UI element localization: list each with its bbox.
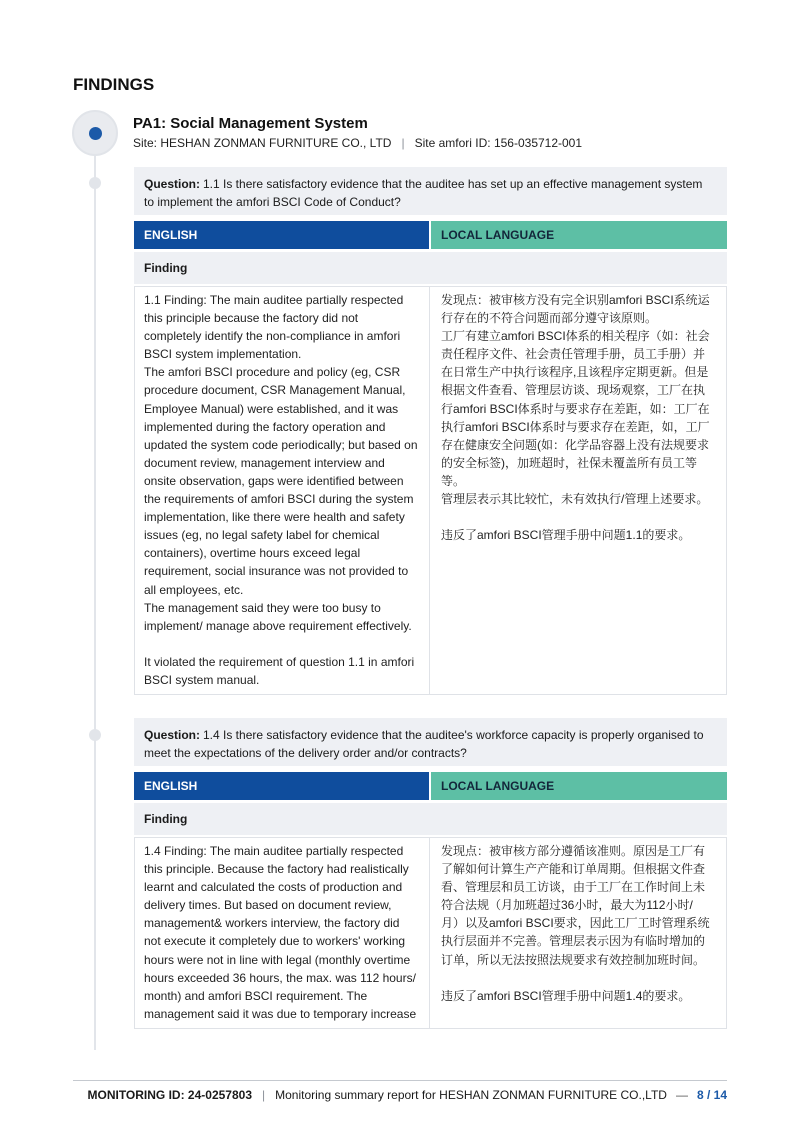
finding-content-row [134,286,727,695]
monitoring-id: MONITORING ID: 24-0257803 [87,1088,252,1102]
local-language-column-header: LOCAL LANGUAGE [431,772,727,800]
finding-label-row [134,803,727,835]
question-label: Question: [144,177,200,191]
english-column-header: ENGLISH [134,221,429,249]
question-label: Question: [144,728,200,742]
language-header-row [134,221,727,249]
local-language-column-header: LOCAL LANGUAGE [431,221,727,249]
finding-block [134,167,727,695]
footer-divider [73,1080,727,1081]
english-finding-text: 1.4 Finding: The main auditee partially respected this principle. Because the factory had realistically learnt and calculated the costs of production and delivery times. But based on document review, management& workers interview, the factory did not execute it completely due to workers' working hours were not in line with legal (monthly overtime hours exceeded 36 hours, the max. was 112 hours/ month) and amfori BSCI requirement. The management said it was due to temporary increase [134,837,430,1029]
performance-area-title: PA1: Social Management System [133,115,368,132]
english-column-header: ENGLISH [134,772,429,800]
finding-block [134,718,727,1029]
report-title: Monitoring summary report for HESHAN ZONMAN FURNITURE CO.,LTD [275,1088,667,1102]
question-box [134,167,727,215]
footer-dash: — [675,1088,688,1102]
section-title: FINDINGS [73,75,155,94]
site-name: Site: HESHAN ZONMAN FURNITURE CO., LTD [133,136,392,150]
finding-label: Finding [144,812,188,826]
page-number: 8 / 14 [696,1088,727,1102]
site-info [133,136,582,151]
site-amfori-id: Site amfori ID: 156-035712-001 [414,136,583,150]
local-language-finding-text: 发现点：被审核方部分遵循该准则。原因是工厂有 了解如何计算生产产能和订单周期。但根据文件查 看、管理层和员工访谈，由于工厂在工作时间上未 符合法规（月加班超过36小时，最大为112小时/ 月）以及amfori BSCI要求，因此工厂工时管理系统 执行层面并不完善。管理层表示因为有临时增加的 订单，所以无法按照法规要求有效控制加班时间。 违反了amfori BSCI管理手册中问题1.4的要求。 [430,837,727,1029]
question-text: 1.4 Is there satisfactory evidence that the auditee's workforce capacity is properly organised to meet the expectations of the delivery order and/or contracts? [144,728,704,760]
site-separator: | [401,136,405,150]
english-finding-text: 1.1 Finding: The main auditee partially respected this principle because the factory did not completely identify the non-compliance in amfori BSCI system implementation. The amfori BSCI procedure and policy (eg, CSR procedure document, CSR Management Manual, Employee Manual) were established, and it was implemented during the factory operation and updated the system code periodically; but based on document review, management interview and onsite observation, gaps were identified between the requirements of amfori BSCI during the system implementation, like there were health and safety issues (eg, no legal safety label for chemical containers), overtime hours exceed legal requirement, social insurance was not provided to all employees, etc. The management said they were too busy to implement/ manage above requirement effectively. It violated the requirement of question 1.1 in amfori BSCI system manual. [134,286,430,695]
footer-separator: | [262,1088,266,1102]
question-box [134,718,727,766]
page-footer [87,1086,727,1104]
timeline-line [94,150,96,1050]
finding-label-row [134,252,727,284]
timeline-step-dot-icon [89,729,101,741]
question-text: 1.1 Is there satisfactory evidence that the auditee has set up an effective management system to implement the amfori BSCI Code of Conduct? [144,177,703,209]
finding-content-row [134,837,727,1029]
timeline-node-icon [72,110,118,156]
timeline-node-dot-icon [89,127,102,140]
local-language-finding-text: 发现点：被审核方没有完全识别amfori BSCI系统运 行存在的不符合问题而部分遵守该原则。 工厂有建立amfori BSCI体系的相关程序（如：社会 责任程序文件、社会责任管理手册，员工手册）并 在日常生产中执行该程序,且该程序定期更新。但是 根据文件查看、管理层访谈、现场观察，工厂在执 行amfori BSCI体系时与要求存在差距，如：工厂在 执行amfori BSCI体系时与要求存在差距，如，工厂 存在健康安全问题(如：化学品容器上没有法规要求 的安全标签)，加班超时，社保未覆盖所有员工等 等。 管理层表示其比较忙，未有效执行/管理上述要求。 违反了amfori BSCI管理手册中问题1.1的要求。 [430,286,727,695]
finding-label: Finding [144,261,188,275]
language-header-row [134,772,727,800]
timeline-step-dot-icon [89,177,101,189]
